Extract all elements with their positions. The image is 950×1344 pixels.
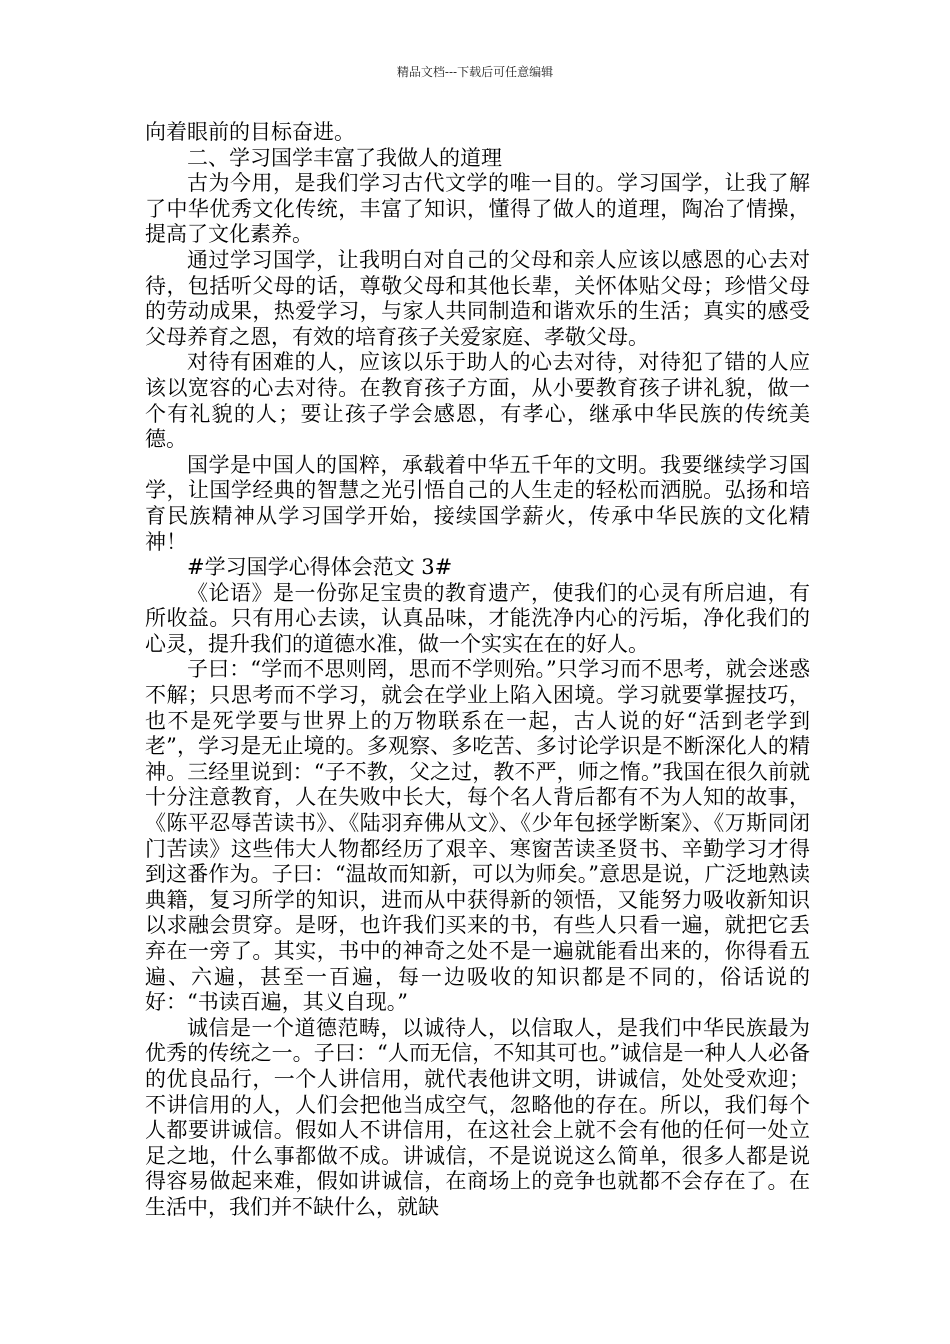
document-body [145,120,810,1221]
section-heading: 二、学习国学丰富了我做人的道理 [187,145,502,170]
paragraph: 通过学习国学，让我明白对自己的父母和亲人应该以感恩的心去对待，包括听父母的话，尊敬父母和其他长辈，关怀体贴父母；珍惜父母的劳动成果，热爱学习，与家人共同制造和谐欢乐的生活；真实的感受父母养育之恩，有效的培育孩子关爱家庭、孝敬父母。 [145,247,810,349]
paragraph: 向着眼前的目标奋进。 [145,120,355,144]
section-heading: #学习国学心得体会范文 3# [187,555,453,580]
paragraph: 对待有困难的人，应该以乐于助人的心去对待，对待犯了错的人应该以宽容的心去对待。在教育孩子方面，从小要教育孩子讲礼貌，做一个有礼貌的人；要让孩子学会感恩，有孝心，继承中华民族的传统美德。 [145,350,810,452]
page-header: 精品文档---下载后可任意编辑 [396,65,554,79]
paragraph: 国学是中国人的国粹，承载着中华五千年的文明。我要继续学习国学，让国学经典的智慧之光引悟自己的人生走的轻松而洒脱。弘扬和培育民族精神从学习国学开始，接续国学薪火，传承中华民族的文化精神！ [145,452,810,554]
paragraph: 子曰：“学而不思则罔，思而不学则殆。”只学习而不思考，就会迷惑不解；只思考而不学习，就会在学业上陷入困境。学习就要掌握技巧，也不是死学要与世界上的万物联系在一起，古人说的好“活到老学到老”，学习是无止境的。多观察、多吃苦、多讨论学识是不断深化人的精神。三经里说到：“子不教，父之过，教不严，师之惰。”我国在很久前就十分注意教育，人在失败中长大，每个名人背后都有不为人知的故事，《陈平忍辱苦读书》、《陆羽弃佛从文》、《少年包拯学断案》、《万斯同闭门苦读》这些伟大人物都经历了艰辛、寒窗苦读圣贤书、辛勤学习才得到这番作为。子曰：“温故而知新，可以为师矣。”意思是说，广泛地熟读典籍，复习所学的知识，进而从中获得新的领悟，又能努力吸收新知识以求融会贯穿。是呀，也许我们买来的书，有些人只看一遍，就把它丢弃在一旁了。其实，书中的神奇之处不是一遍就能看出来的，你得看五遍、六遍，甚至一百遍，每一边吸收的知识都是不同的，俗话说的好：“书读百遍，其义自现。” [145,657,810,1015]
paragraph: 《论语》是一份弥足宝贵的教育遗产，使我们的心灵有所启迪，有所收益。只有用心去读，认真品味，才能洗净内心的污垢，净化我们的心灵，提升我们的道德水准，做一个实实在在的好人。 [145,580,810,656]
paragraph: 诚信是一个道德范畴，以诚待人，以信取人，是我们中华民族最为优秀的传统之一。子曰：“人而无信，不知其可也。”诚信是一种人人必备的优良品行，一个人讲信用，就代表他讲文明，讲诚信，处处受欢迎；不讲信用的人，人们会把他当成空气，忽略他的存在。所以，我们每个人都要讲诚信。假如人不讲信用，在这社会上就不会有他的任何一处立足之地，什么事都做不成。讲诚信，不是说说这么简单，很多人都是说得容易做起来难，假如讲诚信，在商场上的竞争也就都不会存在了。在生活中，我们并不缺什么，就缺 [145,1015,810,1219]
paragraph: 古为今用，是我们学习古代文学的唯一目的。学习国学，让我了解了中华优秀文化传统，丰富了知识，懂得了做人的道理，陶冶了情操，提高了文化素养。 [145,171,810,247]
